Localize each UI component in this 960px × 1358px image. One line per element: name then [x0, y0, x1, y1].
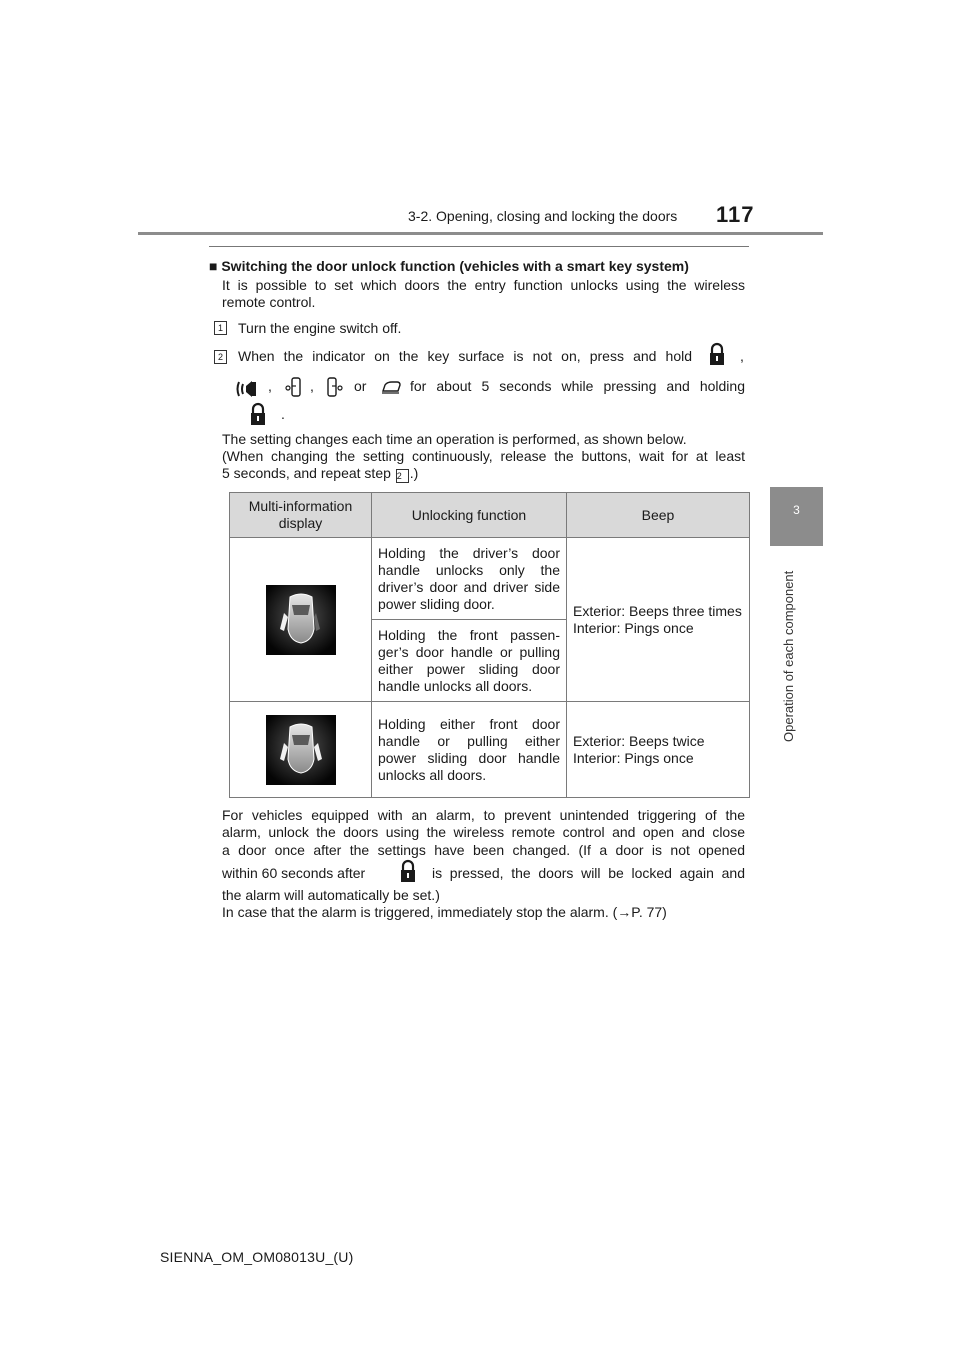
header-section-title: 3-2. Opening, closing and locking the doors: [408, 208, 678, 224]
display-cell: [230, 538, 372, 702]
intro-line-1: It is possible to set which doors the entry function unlocks using the wireless: [222, 277, 745, 293]
section-rule: [209, 246, 749, 247]
lock-icon: [708, 342, 726, 366]
table-row: [230, 702, 750, 798]
step-1-number: 1: [214, 321, 227, 335]
sliding-door-right-icon: [326, 376, 344, 398]
back-door-icon: [380, 379, 402, 395]
beep-exterior: Exterior: Beeps twice: [573, 732, 705, 749]
page-number: 117: [716, 202, 755, 227]
table-header-row: [230, 493, 750, 538]
step-2-text-c: .: [281, 406, 285, 422]
note-line-1: The setting changes each time an operation is performed, as shown below.: [222, 431, 687, 447]
step-2-number: 2: [214, 350, 227, 364]
alarm-line-3: a door once after the settings have been changed. (If a door is not opened: [222, 842, 745, 858]
col-header-function: Unlocking function: [372, 493, 567, 538]
col-header-display: Multi-information display: [230, 493, 372, 538]
step-2-text-a: When the indicator on the key surface is not on, press and hold: [238, 348, 692, 364]
alarm-line-5: the alarm will automatically be set.): [222, 887, 440, 903]
header-rule: [138, 232, 823, 235]
note-line-3: [222, 465, 418, 483]
panic-horn-icon: [236, 378, 260, 400]
sliding-door-left-icon: [285, 376, 303, 398]
lock-icon: [249, 402, 267, 426]
note-line-3-prefix: 5 seconds, and repeat step: [222, 465, 391, 481]
alarm-line-4b: is pressed, the doors will be locked again and: [432, 865, 745, 881]
footer-document-code: SIENNA_OM_OM08013U_(U): [160, 1249, 354, 1265]
note-line-2: (When changing the setting continuously, release the buttons, wait for at least: [222, 448, 745, 464]
alarm-line-6: In case that the alarm is triggered, immediately stop the alarm. (→P. 77): [222, 904, 667, 920]
note-line-3-suffix: .): [409, 465, 419, 481]
function-cell: [372, 620, 567, 702]
table-row: [230, 538, 750, 620]
alarm-line-4a: within 60 seconds after: [222, 865, 366, 881]
function-text: Holding the driver’s door handle unlocks only the driver’s door and driver side power sliding door.: [378, 544, 560, 612]
function-text: Holding either front door handle or pulling either power sliding door handle unlocks all doors.: [378, 715, 560, 783]
function-cell: [372, 538, 567, 620]
car-driver-doors-icon: [266, 585, 336, 655]
beep-cell: [567, 538, 750, 702]
step-1-text: Turn the engine switch off.: [238, 320, 402, 336]
beep-interior: Interior: Pings once: [573, 619, 694, 636]
step-2-text-b: for about 5 seconds while pressing and holding: [410, 378, 745, 394]
step-2-or: or: [354, 378, 367, 394]
alarm-line-1: For vehicles equipped with an alarm, to prevent unintended triggering of the: [222, 807, 745, 823]
unlock-settings-table: [229, 492, 750, 798]
note-step-ref: 2: [396, 469, 409, 483]
chapter-number: 3: [793, 503, 800, 517]
display-cell: [230, 702, 372, 798]
col-header-beep: Beep: [567, 493, 750, 538]
function-text: Holding the front passen-ger’s door handle or pulling either power sliding door handle unlocks all doors.: [378, 626, 560, 694]
lock-icon: [399, 859, 417, 883]
function-cell: [372, 702, 567, 798]
alarm-line-2: alarm, unlock the doors using the wireless remote control and open and close: [222, 824, 745, 840]
chapter-label-text: Operation of each component: [781, 570, 796, 742]
step-2-sep-0: ,: [740, 348, 744, 364]
beep-interior: Interior: Pings once: [573, 749, 694, 766]
section-heading: ■ Switching the door unlock function (vehicles with a smart key system): [209, 258, 689, 274]
beep-exterior: Exterior: Beeps three times: [573, 602, 742, 619]
intro-line-2: remote control.: [222, 294, 316, 310]
step-2-sep-1: ,: [268, 378, 272, 394]
step-2-sep-2: ,: [310, 378, 314, 394]
car-all-doors-icon: [266, 715, 336, 785]
chapter-label: [781, 552, 801, 742]
beep-cell: [567, 702, 750, 798]
